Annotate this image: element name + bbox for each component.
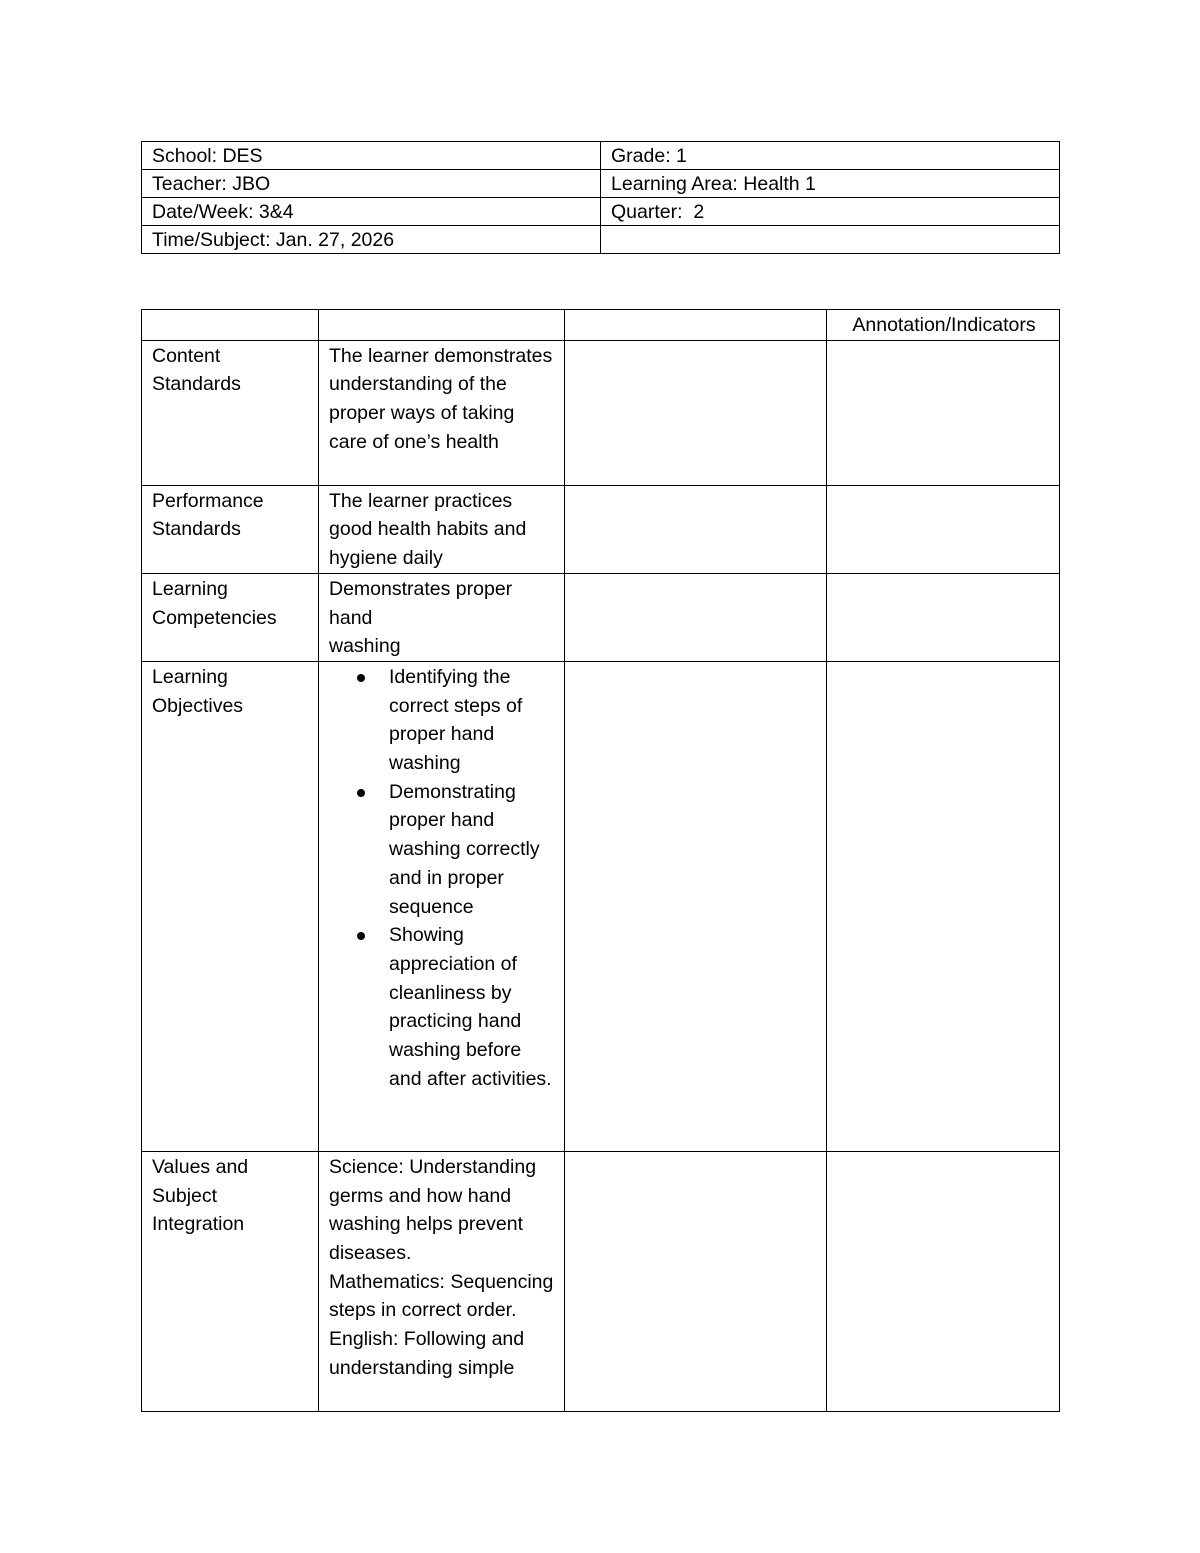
objectives-list [329,663,558,1094]
performance-standards-row [142,485,1060,573]
values-integration-row [142,1151,1060,1411]
annotation-cell [827,1151,1060,1411]
lesson-plan-table [141,309,1060,1412]
grade-cell: Grade: 1 [601,142,1060,170]
row-label: Learning Competencies [142,573,319,661]
header-row [142,226,1060,254]
objective-item: Identifying the correct steps of proper hand washing [389,663,558,778]
content-standards-row [142,340,1060,485]
integration-line: Science: Understanding germs and how hand washing helps prevent diseases. [329,1155,537,1265]
row-label: Content Standards [142,340,319,485]
header-info-table [141,141,1060,254]
row-description [319,661,565,1151]
header-row [142,170,1060,198]
competency-line: Demonstrates proper hand [329,577,513,629]
plan-header-row [142,310,1060,341]
learning-area-cell: Learning Area: Health 1 [601,170,1060,198]
header-blank-cell [565,310,827,341]
annotation-cell [827,340,1060,485]
school-cell: School: DES [142,142,601,170]
learning-objectives-row [142,661,1060,1151]
annotation-indicators-header: Annotation/Indicators [827,310,1060,341]
integration-line: Mathematics: Sequencing steps in correct order. [329,1270,554,1322]
integration-line: English: Following and understanding simple [329,1328,525,1379]
row-label: Performance Standards [142,485,319,573]
learning-competencies-row [142,573,1060,661]
row-description [319,1151,565,1411]
empty-cell [601,226,1060,254]
row-label: Values and Subject Integration [142,1151,319,1411]
blank-cell [565,340,827,485]
blank-cell [565,573,827,661]
blank-cell [565,661,827,1151]
row-description: The learner practices good health habits and hygiene daily [319,485,565,573]
blank-cell [565,485,827,573]
competency-line: washing [329,635,401,658]
header-row [142,198,1060,226]
row-label: Learning Objectives [142,661,319,1151]
header-blank-cell [142,310,319,341]
annotation-cell [827,573,1060,661]
objective-item: Showing appreciation of cleanliness by practicing hand washing before and after activities. [389,921,558,1093]
row-description [319,573,565,661]
time-subject-cell: Time/Subject: Jan. 27, 2026 [142,226,601,254]
row-description: The learner demonstrates understanding of the proper ways of taking care of one’s health [319,340,565,485]
date-week-cell: Date/Week: 3&4 [142,198,601,226]
blank-cell [565,1151,827,1411]
objective-item: Demonstrating proper hand washing correctly and in proper sequence [389,778,558,922]
quarter-cell: Quarter: 2 [601,198,1060,226]
header-blank-cell [319,310,565,341]
annotation-cell [827,661,1060,1151]
annotation-cell [827,485,1060,573]
header-row [142,142,1060,170]
teacher-cell: Teacher: JBO [142,170,601,198]
